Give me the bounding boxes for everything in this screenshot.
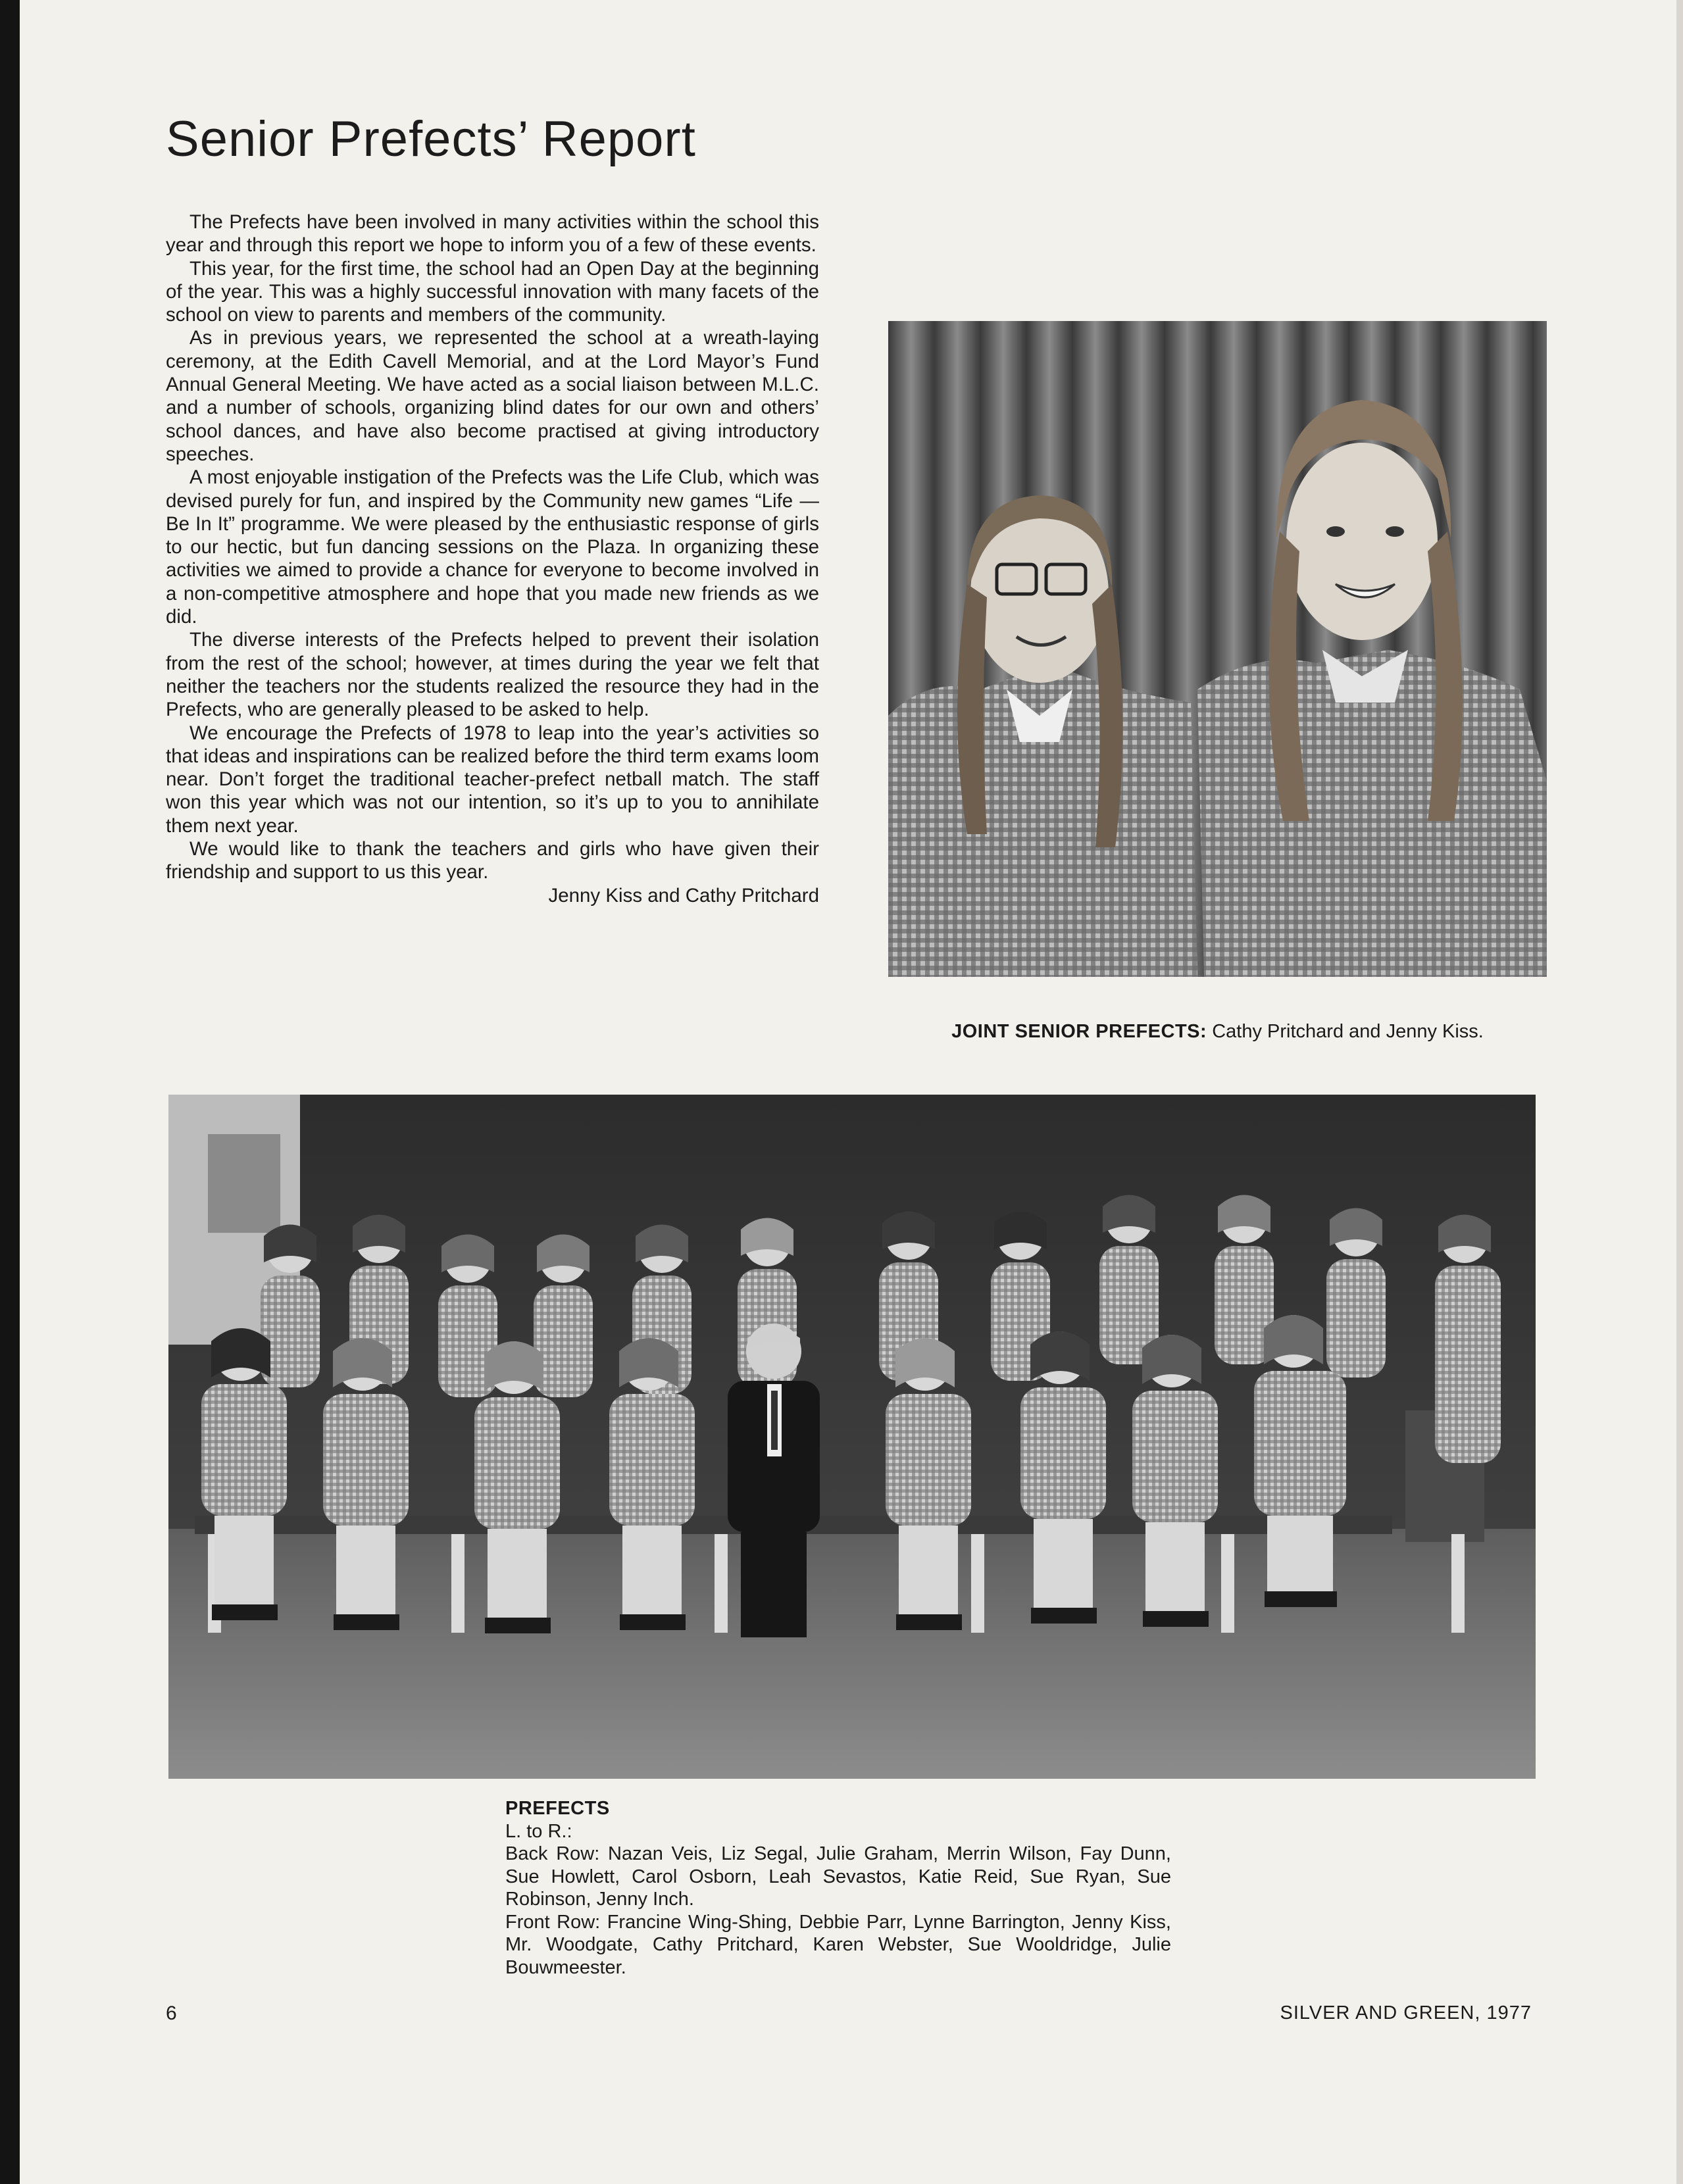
article-paragraph: The diverse interests of the Prefects helped to prevent their isolation from the rest of the school; however, at times during the year we felt that neither the teachers nor the students realized the resource they had in the Prefects, who are generally pleased to be asked to help. [166, 629, 819, 721]
joint-senior-prefects-photo [888, 321, 1547, 977]
article-paragraph: We encourage the Prefects of 1978 to leap into the year’s activities so that ideas and inspirations can be realized before the third term exams loom near. Don’t forget the traditional teacher-prefect netball match. The staff won this year which was not our intention, so it’s up to you to annihilate them next year. [166, 722, 819, 837]
group-caption-back-row: Back Row: Nazan Veis, Liz Segal, Julie Graham, Merrin Wilson, Fay Dunn, Sue Howlett, Carol Osborn, Leah Sevastos, Katie Reid, Sue Ryan, Sue Robinson, Jenny Inch. [505, 1843, 1171, 1910]
group-photo-caption [505, 1797, 1171, 1979]
article-paragraph: The Prefects have been involved in many activities within the school this year and through this report we hope to inform you of a few of these events. [166, 211, 819, 257]
prefects-group-photo [168, 1095, 1536, 1779]
portrait-caption-label: JOINT SENIOR PREFECTS: [951, 1021, 1207, 1042]
article-paragraph: As in previous years, we represented the school at a wreath-laying ceremony, at the Edith Cavell Memorial, and at the Lord Mayor’s Fund Annual General Meeting. We have acted as a social liaison between M.L.C. and a number of schools, organizing blind dates for our own and others’ school dances, and have also become practised at giving introductory speeches. [166, 327, 819, 465]
article-paragraph: This year, for the first time, the school had an Open Day at the beginning of the year. This was a highly successful innovation with many facets of the school on view to parents and members of the community. [166, 257, 819, 326]
article-paragraph: A most enjoyable instigation of the Prefects was the Life Club, which was devised purely for fun, and inspired by the Community new games “Life — Be In It” programme. We were pleased by the enthusiastic response of girls to our hectic, but fun dancing sessions on the Plaza. In organizing these activities we aimed to provide a chance for everyone to become involved in a non-competitive atmosphere and hope that you made new friends as we did. [166, 466, 819, 628]
portrait-caption-text: Cathy Pritchard and Jenny Kiss. [1212, 1021, 1484, 1042]
article-paragraph: We would like to thank the teachers and girls who have given their friendship and support to us this year. [166, 838, 819, 883]
publication-footer: SILVER AND GREEN, 1977 [1280, 2002, 1532, 2023]
group-caption-front-row: Front Row: Francine Wing-Shing, Debbie Parr, Lynne Barrington, Jenny Kiss, Mr. Woodgate, Cathy Pritchard, Karen Webster, Sue Wooldridge, Julie Bouwmeester. [505, 1911, 1171, 1978]
page-number: 6 [166, 2002, 177, 2024]
scan-edge-right [1676, 0, 1683, 2184]
portrait-caption [888, 1021, 1547, 1043]
article-title: Senior Prefects’ Report [166, 111, 696, 167]
article-signature: Jenny Kiss and Cathy Pritchard [548, 884, 819, 906]
scan-edge-left [0, 0, 20, 2184]
article-body [166, 211, 819, 907]
group-caption-title: PREFECTS [505, 1798, 610, 1819]
group-caption-order: L. to R.: [505, 1820, 572, 1842]
